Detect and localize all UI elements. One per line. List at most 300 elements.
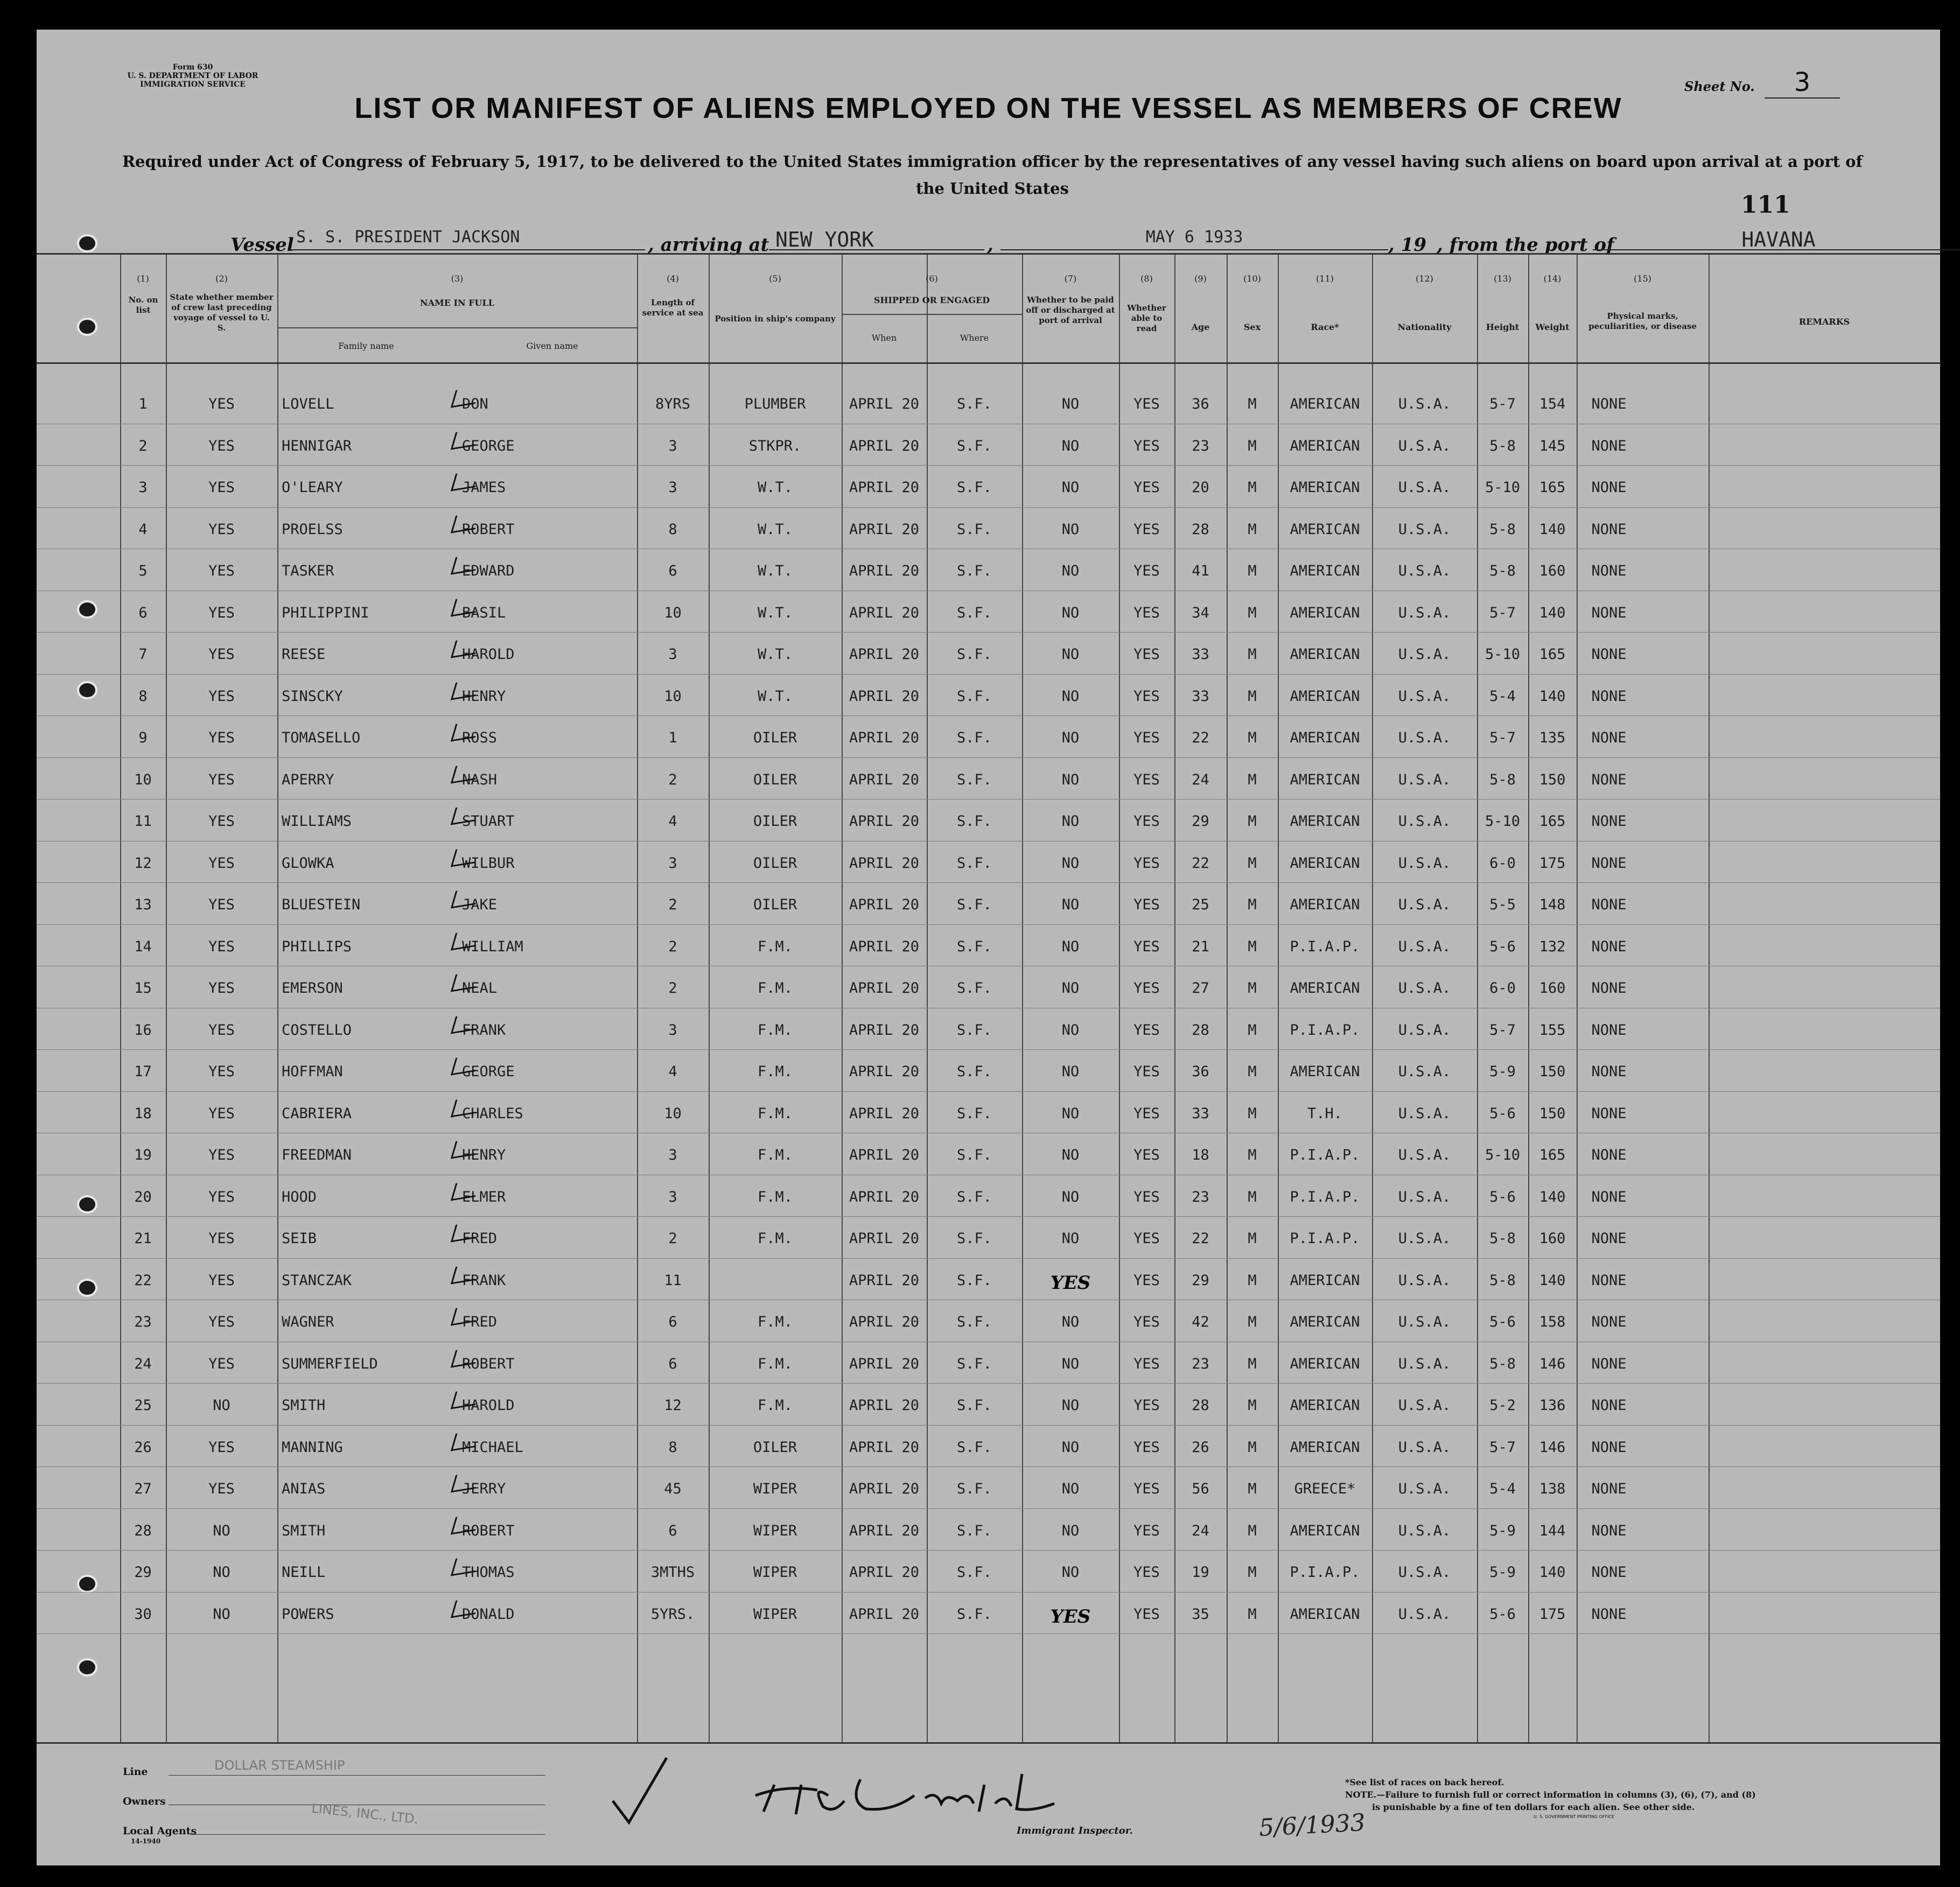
family-name: TASKER [282,563,334,579]
weight: 138 [1539,1481,1566,1497]
prior-voyage: YES [208,1355,235,1372]
col-4-num: (4) [667,273,679,284]
vessel-line [230,218,1816,256]
row-number: 18 [134,1105,152,1122]
shipped-when: APRIL 20 [849,1439,920,1456]
shipped-where: S.F. [956,688,992,705]
age: 28 [1192,521,1209,538]
height: 5-7 [1489,1439,1516,1456]
position: W.T. [757,521,793,538]
shipped-when: APRIL 20 [849,604,920,621]
given-name: FRED [462,1314,498,1330]
sex: M [1248,1355,1257,1372]
nationality: U.S.A. [1398,896,1451,913]
prior-voyage: NO [213,1522,230,1539]
physical-marks: NONE [1591,1063,1627,1080]
shipped-when: APRIL 20 [849,646,920,663]
family-name: ANIAS [282,1481,326,1497]
family-name: WILLIAMS [282,813,352,830]
paid-off: NO [1061,563,1080,579]
service-length: 2 [668,938,677,955]
family-name: PHILLIPS [282,938,352,955]
sex: M [1248,1272,1257,1289]
shipped-where: S.F. [956,1021,992,1039]
shipped-when: APRIL 20 [849,854,920,872]
position: F.M. [757,1230,793,1247]
family-name: HOFFMAN [282,1063,343,1080]
position: WIPER [753,1522,797,1539]
races-note: *See list of races on back hereof. [1345,1777,1504,1787]
row-divider [37,757,1940,758]
physical-marks: NONE [1591,1564,1627,1581]
shipped-when: APRIL 20 [849,938,920,955]
service-length: 6 [668,563,677,579]
given-name: DONALD [462,1605,515,1623]
weight: 146 [1539,1439,1566,1456]
weight: 146 [1539,1355,1566,1372]
nationality: U.S.A. [1398,688,1451,705]
race: AMERICAN [1290,1314,1360,1330]
physical-marks: NONE [1591,1439,1627,1456]
physical-marks: NONE [1591,479,1627,496]
weight: 140 [1539,1564,1566,1581]
sex: M [1248,771,1257,788]
weight: 140 [1539,1272,1566,1289]
paid-off: NO [1061,1230,1080,1247]
age: 23 [1192,437,1209,454]
paid-off: NO [1061,771,1080,788]
paid-off: NO [1061,938,1080,955]
shipped-where: S.F. [956,980,992,997]
paid-off: NO [1061,1188,1080,1205]
family-name: SMITH [282,1397,326,1414]
shipped-when: APRIL 20 [849,1063,920,1080]
department: U. S. DEPARTMENT OF LABOR [127,72,258,80]
service-length: 3 [668,437,677,454]
prior-voyage: YES [208,771,235,788]
race: P.I.A.P. [1290,1021,1360,1039]
family-name: WAGNER [282,1314,334,1330]
family-name: BLUESTEIN [282,896,361,913]
sex: M [1248,854,1257,872]
shipped-where: S.F. [956,1314,992,1330]
physical-marks: NONE [1591,437,1627,454]
height: 5-6 [1489,1105,1516,1122]
age: 41 [1192,563,1209,579]
service-length: 2 [668,980,677,997]
prior-voyage: YES [208,521,235,538]
shipped-where: S.F. [956,563,992,579]
shipped-where: S.F. [956,646,992,663]
height: 5-8 [1489,1355,1516,1372]
nationality: U.S.A. [1398,1272,1451,1289]
nationality: U.S.A. [1398,771,1451,788]
prior-voyage: YES [208,1105,235,1122]
sex: M [1248,1021,1257,1039]
nationality: U.S.A. [1398,1063,1451,1080]
position: OILER [753,1439,797,1456]
prior-voyage: YES [208,1188,235,1205]
weight: 136 [1539,1397,1566,1414]
prior-voyage: YES [208,688,235,705]
shipped-where: S.F. [956,813,992,830]
row-number: 27 [134,1481,152,1497]
able-to-read: YES [1133,646,1160,663]
col-6-header: SHIPPED OR ENGAGED [873,295,990,305]
paid-off: NO [1061,1105,1080,1122]
physical-marks: NONE [1591,688,1627,705]
shipped-where: S.F. [956,1105,992,1122]
form-small-number: 14-1940 [131,1837,161,1845]
row-number: 4 [138,521,148,538]
weight: 144 [1539,1522,1566,1539]
able-to-read: YES [1133,1439,1160,1456]
age: 35 [1192,1605,1209,1623]
age: 24 [1192,1522,1209,1539]
given-name: DON [462,396,488,412]
nationality: U.S.A. [1398,604,1451,621]
given-name: JERRY [462,1481,506,1497]
nationality: U.S.A. [1398,1522,1451,1539]
age: 22 [1192,1230,1209,1247]
age: 36 [1192,1063,1209,1080]
height: 5-10 [1485,813,1521,830]
weight: 150 [1539,771,1566,788]
family-name: FREEDMAN [282,1147,352,1163]
shipped-when: APRIL 20 [849,688,920,705]
paid-off: NO [1061,479,1080,496]
able-to-read: YES [1133,604,1160,621]
family-name: HENNIGAR [282,437,352,454]
sex: M [1248,521,1257,538]
prior-voyage: YES [208,854,235,872]
paid-off: NO [1061,1021,1080,1039]
weight: 155 [1539,1021,1566,1039]
col-12-num: (12) [1416,273,1433,284]
manifest-footer [37,1742,1940,1865]
paid-off: NO [1061,1564,1080,1581]
prior-voyage: YES [208,1147,235,1163]
shipped-when: APRIL 20 [849,1481,920,1497]
owners-label: Owners [123,1795,166,1807]
physical-marks: NONE [1591,1481,1627,1497]
row-number: 22 [134,1272,152,1289]
row-divider [37,674,1940,675]
prior-voyage: YES [208,729,235,746]
able-to-read: YES [1133,1564,1160,1581]
shipped-when: APRIL 20 [849,1314,920,1330]
position: W.T. [757,646,793,663]
height: 5-8 [1489,1272,1516,1289]
shipped-where: S.F. [956,1147,992,1163]
form-header [112,63,274,89]
vessel-label: Vessel [230,234,294,256]
position: F.M. [757,1105,793,1122]
nationality: U.S.A. [1398,1355,1451,1372]
position: W.T. [757,688,793,705]
col-5-header: Position in ship's company [715,314,836,324]
nationality: U.S.A. [1398,479,1451,496]
paid-off: NO [1061,1481,1080,1497]
col-5-num: (5) [769,273,781,284]
row-divider [37,882,1940,883]
height: 5-8 [1489,563,1516,579]
weight: 145 [1539,437,1566,454]
position: W.T. [757,479,793,496]
row-divider [37,1049,1940,1050]
service-length: 10 [664,688,682,705]
family-name: COSTELLO [282,1021,352,1039]
age: 22 [1192,729,1209,746]
height: 5-9 [1489,1564,1516,1581]
age: 23 [1192,1188,1209,1205]
sex: M [1248,646,1257,663]
row-number: 5 [138,563,148,579]
position: PLUMBER [744,396,806,412]
sex: M [1248,437,1257,454]
family-name: MANNING [282,1439,343,1456]
position: F.M. [757,1021,793,1039]
race: P.I.A.P. [1290,1564,1360,1581]
service-length: 11 [664,1272,682,1289]
able-to-read: YES [1133,1021,1160,1039]
arriving-port: NEW YORK [769,228,984,250]
row-divider [37,715,1940,716]
paid-off: NO [1061,521,1080,538]
height: 5-8 [1489,771,1516,788]
prior-voyage: YES [208,938,235,955]
shipped-when: APRIL 20 [849,1564,920,1581]
race: T.H. [1307,1105,1343,1122]
col-10-num: (10) [1243,273,1261,284]
sex: M [1248,1397,1257,1414]
shipped-when: APRIL 20 [849,521,920,538]
able-to-read: YES [1133,1481,1160,1497]
able-to-read: YES [1133,563,1160,579]
col-8-header: Whether able to read [1127,303,1166,333]
height: 5-10 [1485,646,1521,663]
shipped-where: S.F. [956,396,992,412]
line-label: Line [123,1766,148,1778]
shipped-when: APRIL 20 [849,437,920,454]
service-length: 6 [668,1314,677,1330]
nationality: U.S.A. [1398,729,1451,746]
race: AMERICAN [1290,896,1360,913]
row-number: 16 [134,1021,152,1039]
race: GREECE* [1294,1481,1356,1497]
weight: 135 [1539,729,1566,746]
race: P.I.A.P. [1290,1230,1360,1247]
family-name: APERRY [282,771,334,788]
paid-off: NO [1061,1063,1080,1080]
age: 42 [1192,1314,1209,1330]
service-length: 3 [668,1147,677,1163]
family-name: CABRIERA [282,1105,352,1122]
sex: M [1248,1481,1257,1497]
family-name: HOOD [282,1188,317,1205]
race: AMERICAN [1290,396,1360,412]
prior-voyage: YES [208,896,235,913]
position: WIPER [753,1605,797,1623]
able-to-read: YES [1133,1522,1160,1539]
row-number: 1 [138,396,148,412]
nationality: U.S.A. [1398,1021,1451,1039]
row-number: 14 [134,938,152,955]
shipped-when: APRIL 20 [849,1147,920,1163]
height: 5-6 [1489,938,1516,955]
physical-marks: NONE [1591,1314,1627,1330]
prior-voyage: YES [208,1481,235,1497]
paid-off: NO [1061,1439,1080,1456]
shipped-when: APRIL 20 [849,563,920,579]
race: AMERICAN [1290,1397,1360,1414]
row-divider [37,1258,1940,1259]
nationality: U.S.A. [1398,1188,1451,1205]
col-6-when: When [871,333,897,343]
height: 5-7 [1489,729,1516,746]
able-to-read: YES [1133,729,1160,746]
comma: , [987,234,993,256]
prior-voyage: YES [208,396,235,412]
row-number: 23 [134,1314,152,1330]
able-to-read: YES [1133,1605,1160,1623]
height: 5-10 [1485,1147,1521,1163]
prior-voyage: NO [213,1605,230,1623]
col-6-where: Where [960,333,989,343]
shipped-when: APRIL 20 [849,1021,920,1039]
page-subtitle: Required under Act of Congress of February 5, 1917, to be delivered to the United States immigration officer by the representatives of any vessel having such aliens on board upon arrival at a port of the United States [122,152,1863,198]
sex: M [1248,604,1257,621]
age: 18 [1192,1147,1209,1163]
race: P.I.A.P. [1290,1188,1360,1205]
arriving-label: , arriving at [648,234,769,256]
shipped-where: S.F. [956,1605,992,1623]
service-length: 6 [668,1522,677,1539]
inspector-signature [753,1752,1076,1822]
nationality: U.S.A. [1398,646,1451,663]
paid-off: NO [1061,1314,1080,1330]
row-number: 24 [134,1355,152,1372]
row-number: 20 [134,1188,152,1205]
shipped-when: APRIL 20 [849,980,920,997]
col-6-num: (6) [926,273,938,284]
row-divider [37,924,1940,925]
age: 19 [1192,1564,1209,1581]
row-number: 2 [138,437,148,454]
shipped-where: S.F. [956,1522,992,1539]
race: P.I.A.P. [1290,1147,1360,1163]
shipped-when: APRIL 20 [849,896,920,913]
given-name: NASH [462,771,498,788]
position: F.M. [757,1397,793,1414]
given-name: GEORGE [462,1063,515,1080]
nationality: U.S.A. [1398,521,1451,538]
physical-marks: NONE [1591,396,1627,412]
col-9-header: Age [1191,322,1210,332]
given-name: ELMER [462,1188,506,1205]
physical-marks: NONE [1591,729,1627,746]
service-length: 6 [668,1355,677,1372]
physical-marks: NONE [1591,1188,1627,1205]
race: AMERICAN [1290,813,1360,830]
position: F.M. [757,1314,793,1330]
physical-marks: NONE [1591,604,1627,621]
row-number: 11 [134,813,152,830]
physical-marks: NONE [1591,896,1627,913]
sex: M [1248,1522,1257,1539]
able-to-read: YES [1133,771,1160,788]
family-name: NEILL [282,1564,326,1581]
position: F.M. [757,1063,793,1080]
age: 20 [1192,479,1209,496]
year-label: , 19 [1388,234,1426,256]
shipped-where: S.F. [956,1063,992,1080]
given-name: MICHAEL [462,1439,523,1456]
physical-marks: NONE [1591,1397,1627,1414]
shipped-where: S.F. [956,1439,992,1456]
row-divider [37,1550,1940,1551]
prior-voyage: YES [208,646,235,663]
row-number: 13 [134,896,152,913]
from-port: HAVANA [1593,228,1960,250]
sex: M [1248,980,1257,997]
paid-off: NO [1061,1355,1080,1372]
col-10-header: Sex [1243,322,1261,332]
remarks-header: REMARKS [1798,317,1850,327]
weight: 132 [1539,938,1566,955]
race: AMERICAN [1290,1063,1360,1080]
col-15-header: Physical marks, peculiarities, or disease [1588,311,1697,331]
paid-off: NO [1061,1397,1080,1414]
height: 5-5 [1489,896,1516,913]
height: 5-9 [1489,1063,1516,1080]
shipped-where: S.F. [956,1564,992,1581]
age: 33 [1192,688,1209,705]
prior-voyage: YES [208,1314,235,1330]
agents-value: LINES, INC., LTD. [311,1800,419,1827]
shipped-when: APRIL 20 [849,1605,920,1623]
nationality: U.S.A. [1398,813,1451,830]
service-length: 3 [668,1188,677,1205]
physical-marks: NONE [1591,1021,1627,1039]
paid-off: NO [1061,1522,1080,1539]
race: AMERICAN [1290,854,1360,872]
race: AMERICAN [1290,1355,1360,1372]
agents-label: Local Agents [123,1825,197,1837]
able-to-read: YES [1133,1188,1160,1205]
punch-hole [77,234,97,252]
family-name: PHILIPPINI [282,604,369,621]
height: 5-7 [1489,396,1516,412]
nationality: U.S.A. [1398,1481,1451,1497]
row-number: 26 [134,1439,152,1456]
sex: M [1248,1147,1257,1163]
age: 28 [1192,1397,1209,1414]
family-name: SEIB [282,1230,317,1247]
age: 33 [1192,646,1209,663]
service-length: 8 [668,521,677,538]
able-to-read: YES [1133,980,1160,997]
sex: M [1248,1605,1257,1623]
date-stamp: MAY 6 1933 [1000,228,1388,250]
able-to-read: YES [1133,1105,1160,1122]
line-value: DOLLAR STEAMSHIP [214,1758,345,1773]
height: 5-8 [1489,437,1516,454]
weight: 175 [1539,1605,1566,1623]
able-to-read: YES [1133,479,1160,496]
weight: 140 [1539,521,1566,538]
row-number: 15 [134,980,152,997]
